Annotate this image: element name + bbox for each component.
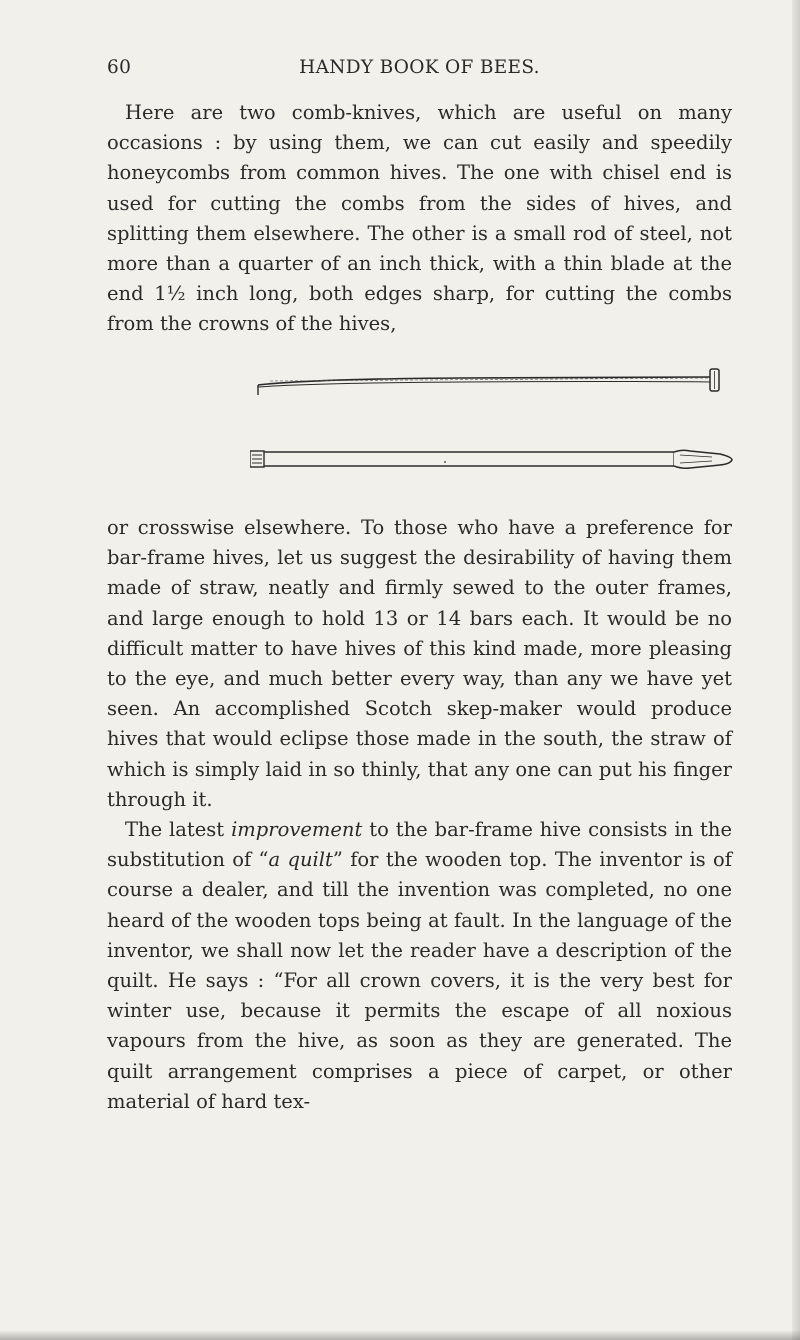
italic-a-quilt: a quilt [268,848,333,872]
paragraph-straw-hives: or crosswise elsewhere. To those who have a preference for bar-frame hives, let us suggest the desirability of having them made of straw, neatly and firmly sewed to the outer frames, and large enough to hold 13 or 14 bars each. It would be no difficult matter to have hives of this kind made, more pleasing to the eye, and much better every way, than any we have yet seen. An accomplished Scotch skep-maker would produce hives that would eclipse those made in the south, the straw of which is simply laid in so thinly, that any one can put his finger through it. [107,516,732,811]
chisel-end-comb-knife-icon [258,369,719,395]
paragraph-comb-knives: Here are two comb-knives, which are useful on many occasions : by using them, we can cut easily and speedily honeycombs from common hives. The one with chisel end is used for cutting the combs from the sides of hives, and splitting them elsewhere. The other is a small rod of steel, not more than a quarter of an inch thick, with a thin blade at the end 1½ inch long, both edges sharp, for cutting the combs from the crowns of the hives, [107,101,732,336]
text-block-top [107,98,732,340]
paragraph-quilt [107,815,732,1117]
comb-knives-illustration [250,365,740,485]
quilt-text-end: ” for the wooden top. The inventor is of course a dealer, and till the invention was completed, no one heard of the wooden tops being at fault. In the language of the inventor, we shall now let the reader have a description of the quilt. He says : “For all crown covers, it is the very best for winter use, because it permits the escape of all noxious vapours from the hive, as soon as they are generated. The quilt arrangement comprises a piece of carpet, or other material of hard tex- [107,848,732,1113]
page-bottom-edge [0,1330,800,1340]
page-number: 60 [107,57,132,78]
italic-improvement: improvement [231,818,363,842]
blade-end-comb-knife-icon [250,450,732,468]
quilt-text-middle: to the bar-frame hive consists in the substitution of “ [107,818,732,872]
page-header [107,57,732,85]
text-block-bottom [107,513,732,1117]
running-title: HANDY BOOK OF BEES. [299,57,540,78]
quilt-text-start: The latest [125,818,232,842]
page-right-edge [792,0,800,1340]
